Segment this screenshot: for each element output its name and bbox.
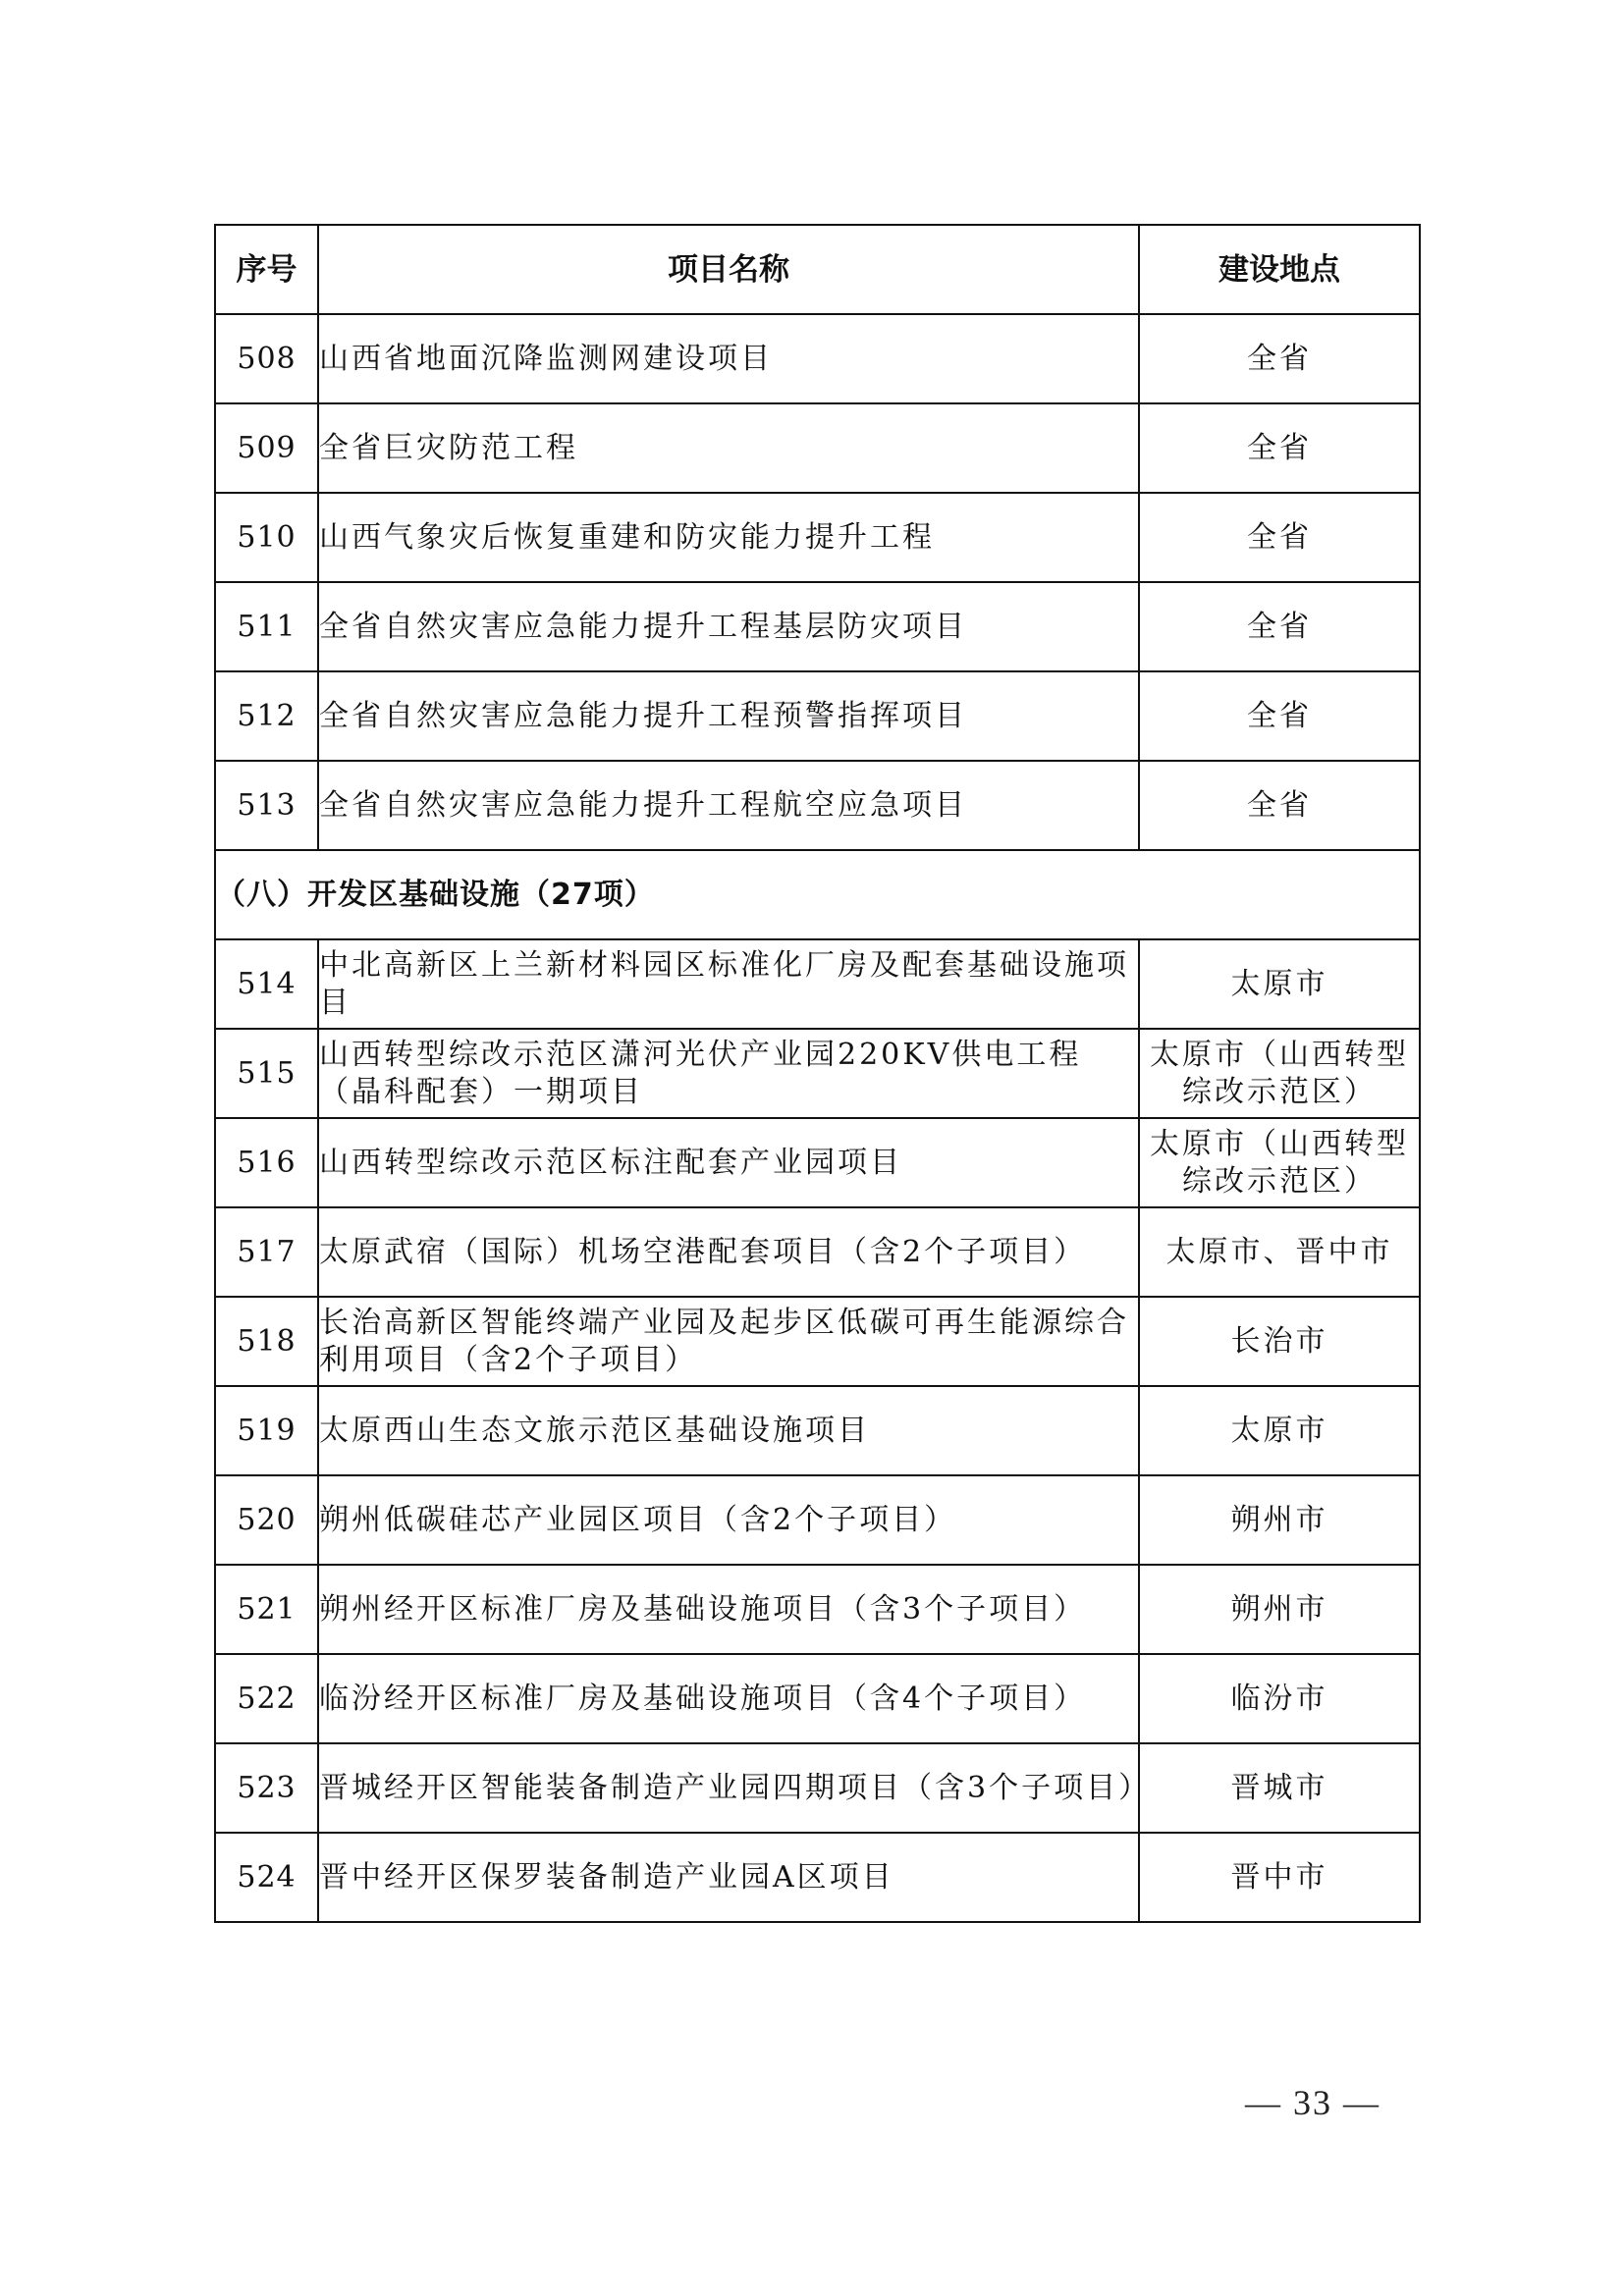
table-row [215, 1118, 1420, 1207]
table-row [215, 1743, 1420, 1833]
table-row [215, 1386, 1420, 1475]
row-name: 朔州经开区标准厂房及基础设施项目（含3个子项目） [318, 1565, 1139, 1654]
row-seq: 522 [215, 1654, 318, 1743]
table-row [215, 1565, 1420, 1654]
table-row [215, 314, 1420, 403]
row-seq: 512 [215, 671, 318, 761]
row-location: 长治市 [1139, 1297, 1420, 1386]
row-seq: 521 [215, 1565, 318, 1654]
table-row [215, 939, 1420, 1029]
row-location: 太原市（山西转型综改示范区） [1139, 1118, 1420, 1207]
project-table [214, 224, 1421, 1923]
table-row [215, 761, 1420, 850]
row-seq: 523 [215, 1743, 318, 1833]
table-row [215, 1029, 1420, 1118]
header-location: 建设地点 [1139, 225, 1420, 314]
row-location: 朔州市 [1139, 1475, 1420, 1565]
row-name: 长治高新区智能终端产业园及起步区低碳可再生能源综合利用项目（含2个子项目） [318, 1297, 1139, 1386]
row-name: 山西转型综改示范区潇河光伏产业园220KV供电工程（晶科配套）一期项目 [318, 1029, 1139, 1118]
table-row [215, 1654, 1420, 1743]
row-name: 中北高新区上兰新材料园区标准化厂房及配套基础设施项目 [318, 939, 1139, 1029]
row-location: 朔州市 [1139, 1565, 1420, 1654]
table-row [215, 1475, 1420, 1565]
table-row [215, 1207, 1420, 1297]
table-row [215, 403, 1420, 493]
row-location: 全省 [1139, 314, 1420, 403]
row-location: 晋中市 [1139, 1833, 1420, 1922]
row-name: 山西气象灾后恢复重建和防灾能力提升工程 [318, 493, 1139, 582]
header-name: 项目名称 [318, 225, 1139, 314]
row-name: 全省自然灾害应急能力提升工程基层防灾项目 [318, 582, 1139, 671]
row-name: 临汾经开区标准厂房及基础设施项目（含4个子项目） [318, 1654, 1139, 1743]
row-location: 太原市、晋中市 [1139, 1207, 1420, 1297]
row-name: 太原西山生态文旅示范区基础设施项目 [318, 1386, 1139, 1475]
row-location: 全省 [1139, 582, 1420, 671]
header-seq: 序号 [215, 225, 318, 314]
row-location: 全省 [1139, 761, 1420, 850]
row-location: 临汾市 [1139, 1654, 1420, 1743]
row-seq: 517 [215, 1207, 318, 1297]
row-name: 朔州低碳硅芯产业园区项目（含2个子项目） [318, 1475, 1139, 1565]
table-row [215, 582, 1420, 671]
row-seq: 515 [215, 1029, 318, 1118]
row-seq: 516 [215, 1118, 318, 1207]
row-seq: 511 [215, 582, 318, 671]
row-seq: 510 [215, 493, 318, 582]
table-row [215, 493, 1420, 582]
row-location: 太原市 [1139, 939, 1420, 1029]
table-row [215, 1833, 1420, 1922]
section-row [215, 850, 1420, 939]
row-name: 晋中经开区保罗装备制造产业园A区项目 [318, 1833, 1139, 1922]
row-seq: 519 [215, 1386, 318, 1475]
row-seq: 513 [215, 761, 318, 850]
row-location: 晋城市 [1139, 1743, 1420, 1833]
table-row [215, 671, 1420, 761]
row-name: 全省巨灾防范工程 [318, 403, 1139, 493]
row-location: 全省 [1139, 403, 1420, 493]
row-name: 太原武宿（国际）机场空港配套项目（含2个子项目） [318, 1207, 1139, 1297]
row-name: 全省自然灾害应急能力提升工程航空应急项目 [318, 761, 1139, 850]
table-row [215, 1297, 1420, 1386]
row-seq: 514 [215, 939, 318, 1029]
row-seq: 520 [215, 1475, 318, 1565]
row-name: 山西转型综改示范区标注配套产业园项目 [318, 1118, 1139, 1207]
row-seq: 518 [215, 1297, 318, 1386]
row-seq: 524 [215, 1833, 318, 1922]
row-seq: 508 [215, 314, 318, 403]
row-location: 全省 [1139, 493, 1420, 582]
row-name: 全省自然灾害应急能力提升工程预警指挥项目 [318, 671, 1139, 761]
row-location: 太原市（山西转型综改示范区） [1139, 1029, 1420, 1118]
page-number: — 33 — [1245, 2083, 1380, 2122]
table-header-row [215, 225, 1420, 314]
row-name: 晋城经开区智能装备制造产业园四期项目（含3个子项目） [318, 1743, 1139, 1833]
section-heading: （八）开发区基础设施（27项） [215, 850, 1420, 939]
row-location: 太原市 [1139, 1386, 1420, 1475]
row-location: 全省 [1139, 671, 1420, 761]
row-name: 山西省地面沉降监测网建设项目 [318, 314, 1139, 403]
row-seq: 509 [215, 403, 318, 493]
